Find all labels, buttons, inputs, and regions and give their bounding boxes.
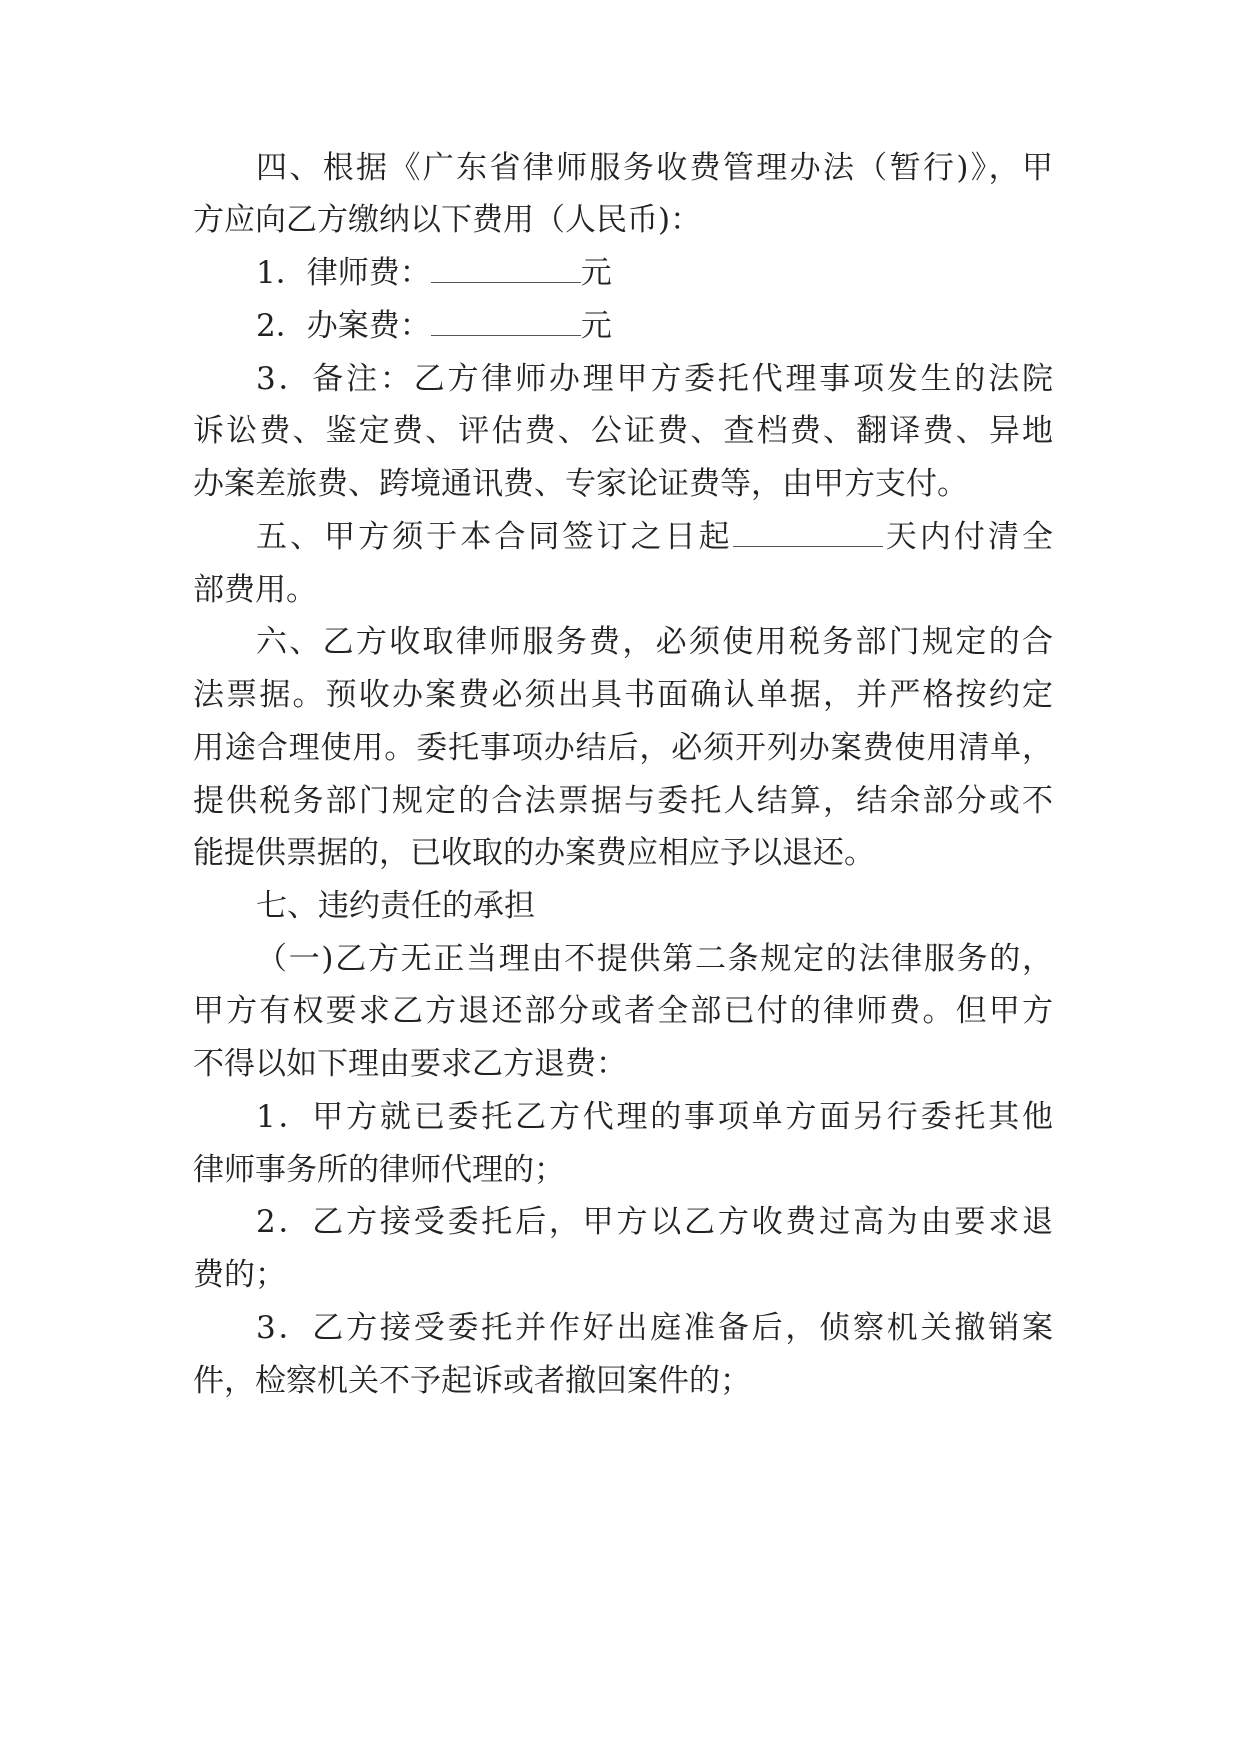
remark-line-1: 3．备注：乙方律师办理甲方委托代理事项发生的法院 — [256, 361, 1053, 397]
item-one-line-1: 1．甲方就已委托乙方代理的事项单方面另行委托其他 — [256, 1099, 1053, 1135]
case-fee-unit: 元 — [580, 308, 612, 344]
item-three-line-1: 3．乙方接受委托并作好出庭准备后，侦察机关撤销案 — [256, 1310, 1053, 1346]
case-fee-label: 2．办案费： — [256, 308, 431, 344]
section-five-line-2: 部费用。 — [193, 572, 317, 608]
remark-line-3: 办案差旅费、跨境通讯费、专家论证费等，由甲方支付。 — [193, 466, 968, 502]
section-four-line-2: 方应向乙方缴纳以下费用（人民币)： — [193, 202, 702, 238]
clause-one-line-1: （一)乙方无正当理由不提供第二条规定的法律服务的， — [256, 941, 1053, 977]
lawyer-fee-line — [256, 253, 612, 293]
case-fee-blank — [431, 309, 581, 336]
case-fee-line — [256, 306, 612, 346]
section-six-line-1: 六、乙方收取律师服务费，必须使用税务部门规定的合 — [256, 624, 1053, 660]
item-two-line-2: 费的； — [193, 1257, 286, 1293]
section-six-line-5: 能提供票据的，已收取的办案费应相应予以退还。 — [193, 835, 875, 871]
section-six-line-3: 用途合理使用。委托事项办结后，必须开列办案费使用清单， — [193, 730, 1053, 766]
clause-one-line-3: 不得以如下理由要求乙方退费： — [193, 1046, 627, 1082]
lawyer-fee-unit: 元 — [580, 255, 612, 291]
section-seven-heading: 七、违约责任的承担 — [256, 888, 535, 924]
section-five-text-a: 五、甲方须于本合同签订之日起 — [256, 519, 733, 555]
item-two-line-1: 2．乙方接受委托后，甲方以乙方收费过高为由要求退 — [256, 1204, 1053, 1240]
lawyer-fee-label: 1．律师费： — [256, 255, 431, 291]
item-one-line-2: 律师事务所的律师代理的； — [193, 1152, 565, 1188]
section-four-line-1: 四、根据《广东省律师服务收费管理办法（暂行)》，甲 — [256, 150, 1053, 186]
clause-one-line-2: 甲方有权要求乙方退还部分或者全部已付的律师费。但甲方 — [193, 993, 1053, 1029]
section-six-line-2: 法票据。预收办案费必须出具书面确认单据，并严格按约定 — [193, 677, 1053, 713]
payment-days-blank — [733, 520, 883, 547]
section-six-line-4: 提供税务部门规定的合法票据与委托人结算，结余部分或不 — [193, 783, 1053, 819]
remark-line-2: 诉讼费、鉴定费、评估费、公证费、查档费、翻译费、异地 — [193, 413, 1053, 449]
item-three-line-2: 件，检察机关不予起诉或者撤回案件的； — [193, 1363, 751, 1399]
section-five-text-b: 天内付清全 — [882, 519, 1054, 555]
section-five-line-1 — [256, 517, 1053, 557]
lawyer-fee-blank — [431, 256, 581, 283]
